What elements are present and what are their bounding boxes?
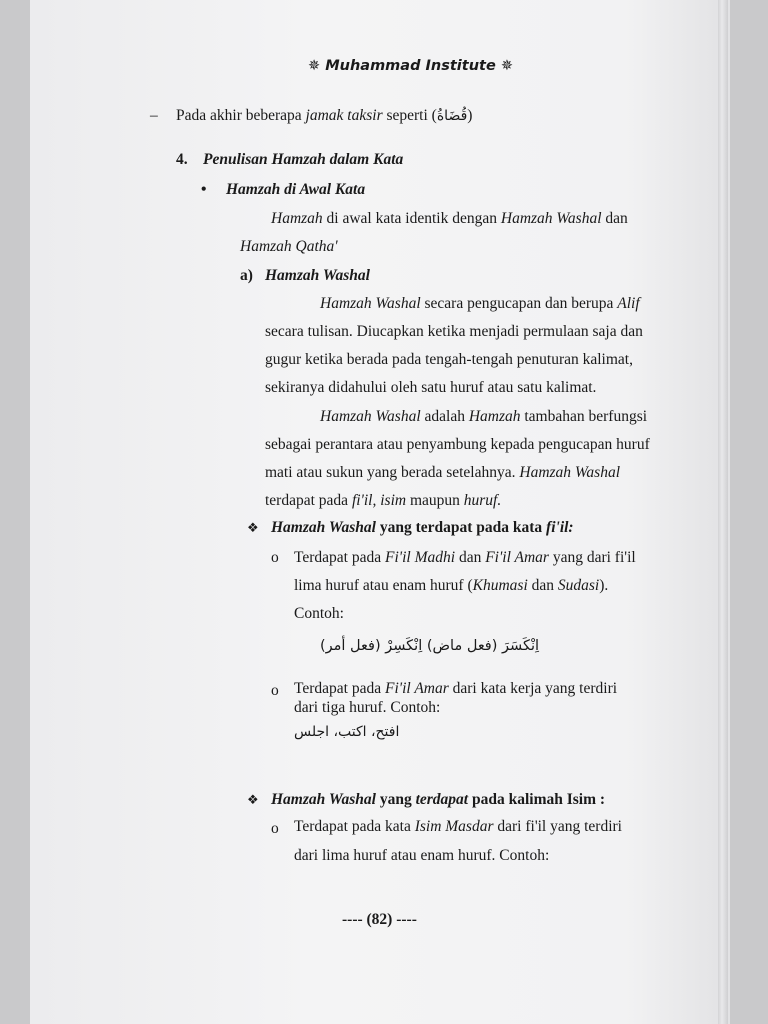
page-edge-shadow [718, 0, 728, 1024]
circle-bullet-icon: o [271, 682, 279, 699]
intro-line [176, 106, 472, 126]
circle1-line2 [294, 576, 608, 596]
intro-arabic: قُضَاةُ [436, 108, 468, 124]
circle3-terdapat: Terdapat pada kata [294, 818, 411, 835]
diamond-bullet-icon: ❖ [247, 792, 259, 807]
circle1-dan: dan [458, 549, 482, 566]
para3-huruf: huruf. [463, 492, 502, 509]
circle1-terdapat: Terdapat pada [294, 549, 382, 566]
para2-line2: secara tulisan. Diucapkan ketika menjadi permulaan saja dan [265, 323, 643, 340]
circle1-madhi: Fi'il Madhi [385, 549, 456, 566]
circle2-line1 [294, 679, 617, 699]
intro-close: ) [467, 107, 473, 124]
para3-line2: sebagai perantara atau penyambung kepada pengucapan huruf [265, 436, 650, 453]
page-header [308, 56, 513, 76]
para3-hamzah: Hamzah [468, 408, 521, 425]
intro-jamak: jamak taksir [305, 107, 383, 124]
para3-terdapat: terdapat pada [265, 492, 349, 509]
circle3-dari: dari fi'il yang terdiri [497, 818, 622, 835]
para3-line3 [265, 463, 620, 483]
diamond1-fiil: fi'il: [546, 519, 574, 536]
sub-title: Hamzah di Awal Kata [226, 181, 366, 198]
para2-line3: gugur ketika berada pada tengah-tengah penuturan kalimat, [265, 351, 633, 368]
circle1-dan2: dan [531, 577, 555, 594]
para3-adalah: adalah [424, 408, 465, 425]
header-ornament-right-icon: ✵ [500, 58, 513, 74]
diamond2-line [271, 790, 605, 810]
para2-alif: Alif [617, 295, 640, 312]
para3-fiil: fi'il, [351, 492, 377, 509]
circle-bullet-icon: o [271, 549, 279, 566]
circle1-line1 [294, 548, 636, 568]
circle3-line2: dari lima huruf atau enam huruf. Contoh: [294, 847, 550, 864]
circle1-close: ). [599, 577, 609, 594]
header-title: Muhammad Institute [325, 58, 496, 74]
circle-bullet-icon: o [271, 820, 279, 837]
para3-line1 [320, 407, 647, 427]
diamond1-washal: Hamzah Washal [271, 519, 376, 536]
diamond2-terdapat: terdapat [415, 791, 469, 808]
para1-dan: dan [605, 210, 628, 227]
para1-qatha: Hamzah Qatha' [240, 238, 338, 255]
circle2-terdapat: Terdapat pada [294, 680, 382, 697]
para2-line1 [320, 294, 640, 314]
diamond2-yang: yang [379, 791, 412, 808]
diamond2-washal: Hamzah Washal [271, 791, 376, 808]
page-number: ---- (82) ---- [342, 911, 417, 928]
circle2-line2: dari tiga huruf. Contoh: [294, 699, 441, 716]
circle2-amar: Fi'il Amar [385, 680, 449, 697]
para2-washal: Hamzah Washal [320, 295, 421, 312]
circle1-contoh: Contoh: [294, 605, 344, 622]
circle1-khumasi: Khumasi [472, 577, 528, 594]
circle2-dari: dari kata kerja yang terdiri [452, 680, 618, 697]
circle3-line1 [294, 817, 622, 837]
circle3-masdar: Isim Masdar [414, 818, 494, 835]
para3-mati: mati atau sukun yang berada setelahnya. [265, 464, 516, 481]
para1-hamzah: Hamzah [271, 210, 323, 227]
sub-bullet-icon: • [201, 181, 207, 198]
intro-text: Pada akhir beberapa [176, 107, 302, 124]
para1-washal: Hamzah Washal [500, 210, 602, 227]
intro-seperti: seperti ( [386, 107, 437, 124]
diamond2-isim: pada kalimah Isim : [471, 791, 606, 808]
para3-line4 [265, 491, 501, 511]
para3-isim: isim [380, 492, 407, 509]
item-a-label: a) [240, 267, 253, 284]
diamond1-text: yang terdapat pada kata [379, 519, 543, 536]
diamond1-line [271, 518, 574, 538]
para1-line1 [271, 209, 628, 229]
para3-washal2: Hamzah Washal [519, 464, 620, 481]
intro-dash: – [150, 107, 158, 124]
section-title: Penulisan Hamzah dalam Kata [203, 151, 404, 168]
section-number: 4. [176, 151, 188, 168]
header-ornament-left-icon: ✵ [308, 58, 321, 74]
circle1-yang: yang dari fi'il [552, 549, 636, 566]
circle1-arabic-example: اِنْكَسَرَ (فعل ماض) اِنْكَسِرْ (فعل أمر) [320, 638, 540, 654]
para3-tambahan: tambahan berfungsi [524, 408, 648, 425]
circle2-arabic-example: افتح، اكتب، اجلس [294, 724, 400, 740]
para2-text1: secara pengucapan dan berupa [424, 295, 614, 312]
para3-maupun: maupun [409, 492, 460, 509]
para2-line4: sekiranya didahului oleh satu huruf atau satu kalimat. [265, 379, 597, 396]
circle1-sudasi: Sudasi [557, 577, 600, 594]
circle1-amar: Fi'il Amar [485, 549, 549, 566]
para1-text: di awal kata identik dengan [326, 210, 497, 227]
item-a-title: Hamzah Washal [265, 267, 370, 284]
para3-washal: Hamzah Washal [320, 408, 421, 425]
circle1-lima: lima huruf atau enam huruf ( [294, 577, 473, 594]
diamond-bullet-icon: ❖ [247, 520, 259, 535]
